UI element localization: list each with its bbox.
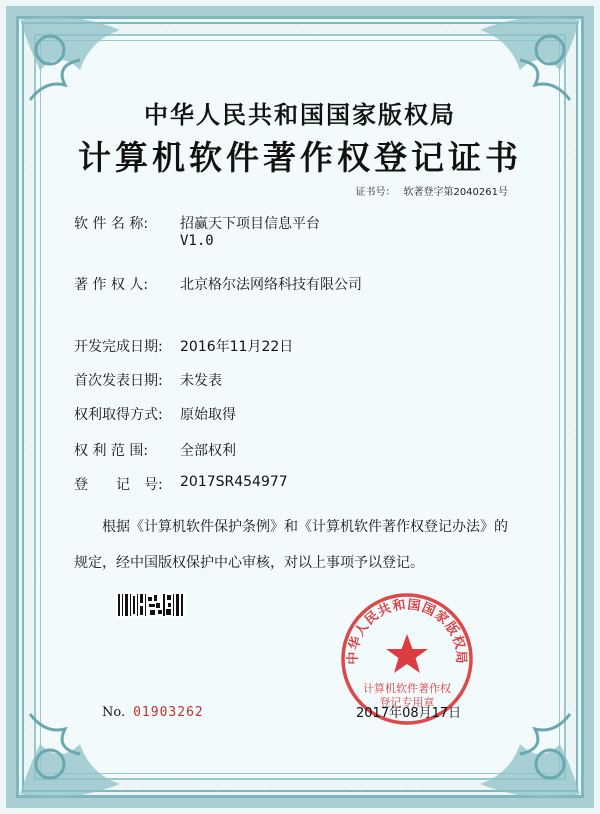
- issuing-authority: 中华人民共和国国家版权局: [144, 101, 456, 129]
- certificate-number-label: 证书号：: [355, 187, 396, 198]
- field-label: 登 记 号:: [74, 477, 163, 493]
- seal-outer-text: 中华人民共和国国家版权局: [345, 597, 469, 665]
- serial-number: [102, 705, 204, 720]
- certificate-number-value: 软著登字第2040261号: [403, 187, 508, 198]
- field-value: 北京格尔法网络科技有限公司: [180, 277, 362, 293]
- software-name-value: 招赢天下项目信息平台: [180, 216, 320, 232]
- field-value: 全部权利: [180, 443, 236, 459]
- field-value: 原始取得: [180, 407, 236, 423]
- certificate-number: [355, 183, 508, 198]
- corner-ornament-icon: [470, 684, 590, 804]
- statement-line-2: 规定，经中国版权保护中心审核，对以上事项予以登记。: [74, 555, 424, 571]
- field-first-publication-date: [74, 370, 222, 390]
- seal-inner-line-2: 登记专用章: [379, 696, 435, 709]
- statement-line-1: 根据《计算机软件保护条例》和《计算机软件著作权登记办法》的: [102, 519, 508, 535]
- field-label: 首次发表日期:: [74, 373, 163, 389]
- serial-label: No.: [102, 705, 126, 720]
- field-value: 2016年11月22日: [180, 339, 294, 355]
- field-software-name: [74, 213, 320, 249]
- field-value: [180, 213, 320, 249]
- issue-date: 2017年08月17日: [356, 706, 462, 721]
- corner-ornament-icon: [10, 684, 130, 804]
- barcode-icon: [116, 592, 186, 618]
- serial-value: 01903262: [133, 705, 204, 720]
- field-acquisition-method: [74, 404, 236, 424]
- field-value: 未发表: [180, 373, 222, 389]
- field-rights-scope: [74, 440, 236, 460]
- software-version-value: V1.0: [180, 233, 214, 249]
- field-label: 权 利 范 围:: [74, 443, 149, 459]
- field-label: 权利取得方式:: [74, 407, 163, 423]
- field-registration-number: [74, 474, 288, 494]
- field-label: 著 作 权 人:: [74, 277, 149, 293]
- field-label: 开发完成日期:: [74, 339, 163, 355]
- field-completion-date: [74, 336, 293, 356]
- certificate-title: 计算机软件著作权登记证书: [78, 138, 522, 177]
- field-copyright-owner: [74, 274, 362, 294]
- field-label: 软 件 名 称:: [74, 216, 149, 232]
- seal-inner-line-1: 计算机软件著作权: [363, 682, 451, 695]
- field-value: 2017SR454977: [180, 474, 288, 490]
